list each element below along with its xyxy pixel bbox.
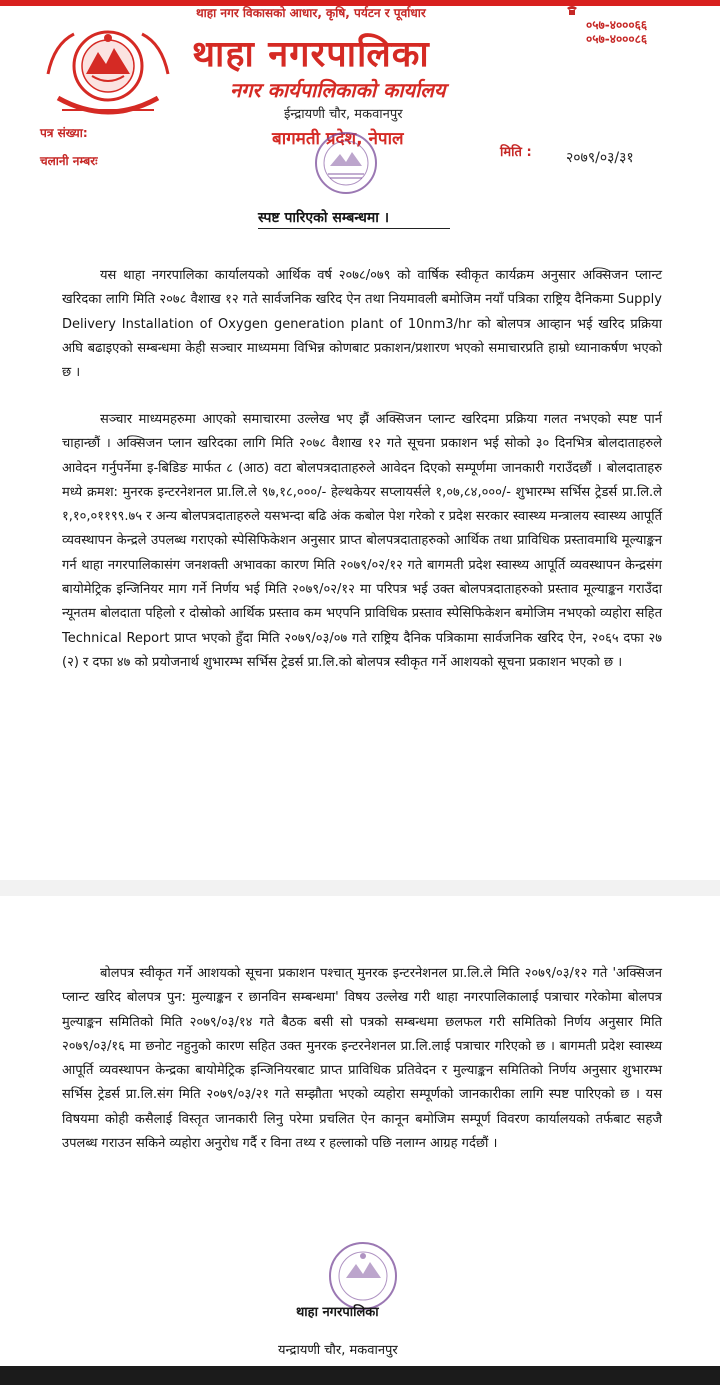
reference-number-label: पत्र संख्या: xyxy=(40,126,88,140)
office-stamp-icon xyxy=(300,128,392,198)
date-label: मिति : xyxy=(500,145,532,160)
paragraph-3-text: बोलपत्र स्वीकृत गर्ने आशयको सूचना प्रकाशन पश्चात् मुनरक इन्टरनेशनल प्रा.लि.ले मिति २०७९/०३/१२ गते 'अक्सिजन प्लान्ट खरिद बोलपत्र पुन: मुल्याङ्कन र छानविन सम्बन्धमा' विषय उल्लेख गरी थाहा नगरपालिकालाई पत्राचार गरेकोमा बोलपत्र मुल्याङ्कन समितिको मिति २०७९/०३/१४ गते बैठक बसी सो पत्रको सम्बन्धमा छलफल गरी समितिको निर्णय अनुसार मिति २०७९/०३/१६ मा छनोट नहुनुको कारण सहित उक्त मुनरक इन्टरनेशनल प्रा.लि.लाई पत्राचार गरिएको छ । बागमती प्रदेश स्वास्थ्य आपूर्ति व्यवस्थापन केन्द्रका बायोमेट्रिक इन्जिनियरबाट प्राप्त प्राविधिक प्रतिवेदन र मुल्याङ्कन समितिको निर्णय अनुसार शुभारम्भ सर्भिस ट्रेडर्स प्रा.लि.संग मिति २०७९/०३/२१ गते सम्झौता भएको व्यहोरा सम्पूर्णको जानकारीका लागि स्पष्ट पारिएको छ । यस विषयमा कोही कसैलाई विस्तृत जानकारी लिनु परेमा प्रचलित ऐन कानून बमोजिम सम्पूर्ण विवरण कार्यालयको तर्फबाट सहजै उपलब्ध गराउन सकिने व्यहोरा अनुरोध गर्दै र विना तथ्य र हल्लाको पछि नलाग्न आग्रह गर्दछौं । xyxy=(62,966,662,1152)
dispatch-number-label: चलानी नम्बरः xyxy=(40,154,98,168)
nepal-emblem-logo-icon xyxy=(40,14,178,126)
bottom-dark-bar xyxy=(0,1366,720,1385)
municipality-tagline: थाहा नगर विकासको आधार, कृषि, पर्यटन र पूर्वाधार xyxy=(196,6,426,20)
municipality-title: थाहा नगरपालिका xyxy=(192,34,430,75)
paragraph-2 xyxy=(62,408,662,675)
office-subtitle: नगर कार्यपालिकाको कार्यालय xyxy=(230,78,446,102)
phone-number-1: ०५७-४०००६६ xyxy=(586,18,648,32)
paragraph-3 xyxy=(62,962,662,1156)
subject-underline xyxy=(258,228,450,229)
paragraph-1 xyxy=(62,264,662,385)
signature-office-place: यन्द्रायणी चौर, मकवानपुर xyxy=(278,1343,398,1358)
phone-number-2: ०५७-४०००८६ xyxy=(586,32,648,46)
signature-office-name: थाहा नगरपालिका xyxy=(296,1305,379,1320)
paragraph-1-text: यस थाहा नगरपालिका कार्यालयको आर्थिक वर्ष २०७८/०७९ को वार्षिक स्वीकृत कार्यक्रम अनुसार अक्सिजन प्लान्ट खरिदका लागि मिति २०७८ वैशाख १२ गते सार्वजनिक खरिद ऐन तथा नियमावली बमोजिम नयाँ पत्रिका राष्ट्रिय दैनिकमा Supply Delivery Installation of Oxygen generation plant of 10nm3/hr को बोलपत्र आव्हान भई खरिद प्रक्रिया अघि बढाइएको सम्बन्धमा केही सञ्चार माध्यममा विभिन्न कोणबाट प्रकाशन/प्रशारण भएको समाचारप्रति हाम्रो ध्यानाकर्षण भएको छ । xyxy=(62,268,662,381)
paragraph-2-text: सञ्चार माध्यमहरुमा आएको समाचारमा उल्लेख भए झैं अक्सिजन प्लान्ट खरिदमा प्रक्रिया गलत नभएको स्पष्ट पार्न चाहान्छौं । अक्सिजन प्लान खरिदका लागि मिति २०७८ वैशाख १२ गते सूचना प्रकाशन भई सोको ३० दिनभित्र बोलदाताहरुले आवेदन गर्नुपर्नेमा इ-बिडिङ मार्फत ८ (आठ) वटा बोलपत्रदाताहरुले आवेदन दिएको सम्पूर्णमा जानकारी गराउँदछौं । बोलदाताहरु मध्ये क्रमश: मुनरक इन्टरनेशनल प्रा.लि.ले ९७,१८,०००/- हेल्थकेयर सप्लायर्सले १,०७,८४,०००/- शुभारम्भ सर्भिस ट्रेडर्स प्रा.लि.ले १,१०,०११९९.७५ र अन्य बोलपत्रदाताहरुले यसभन्दा बढि अंक कबोल पेश गरेको र प्रदेश सरकार स्वास्थ्य मन्त्रालय स्वास्थ्य आपूर्ति व्यवस्थापन केन्द्रले उपलब्ध गराएको स्पेसिफिकेशन अनुसार प्राप्त बोलपत्रदाताहरुको आर्थिक तथा प्राविधिक प्रस्तावमाथि मूल्याङ्कन गर्न थाहा नगरपालिकासंग जनशक्ती अभावका कारण मिति २०७९/०२/१२ गते बागमती प्रदेश स्वास्थ्य आपूर्ति व्यवस्थापन केन्द्रसंग बायोमेट्रिक इन्जिनियर माग गर्ने निर्णय भई मिति २०७९/०२/१२ मा परिपत्र भई उक्त बोलपत्रदाताहरुको प्रस्ताव मूल्याङ्कन गराउँदा न्यूनतम बोलदाता पहिलो र दोस्रोको आर्थिक प्रस्ताव कम भएपनि प्राविधिक प्रस्ताव स्पेसिफिकेशन बमोजिम नभएको व्यहोरा सहित Technical Report प्राप्त भएको हुँदा मिति २०७९/०३/०७ गते राष्ट्रिय दैनिक पत्रिकामा सार्वजनिक खरिद ऐन, २०६५ दफा २७ (२) र दफा ४७ को प्रयोजनार्थ शुभारम्भ सर्भिस ट्रेडर्स प्रा.लि.को बोलपत्र स्वीकृत गर्ने आशयको सूचना प्रकाशन भएको छ । xyxy=(62,412,662,670)
letter-subject: स्पष्ट पारिएको सम्बन्धमा । xyxy=(258,210,390,226)
office-address: ईन्द्रायणी चौर, मकवानपुर xyxy=(284,107,403,122)
date-value: २०७९/०३/३१ xyxy=(566,150,634,166)
phone-icon xyxy=(566,4,578,16)
province-line: बागमती प्रदेश, नेपाल xyxy=(272,129,404,149)
